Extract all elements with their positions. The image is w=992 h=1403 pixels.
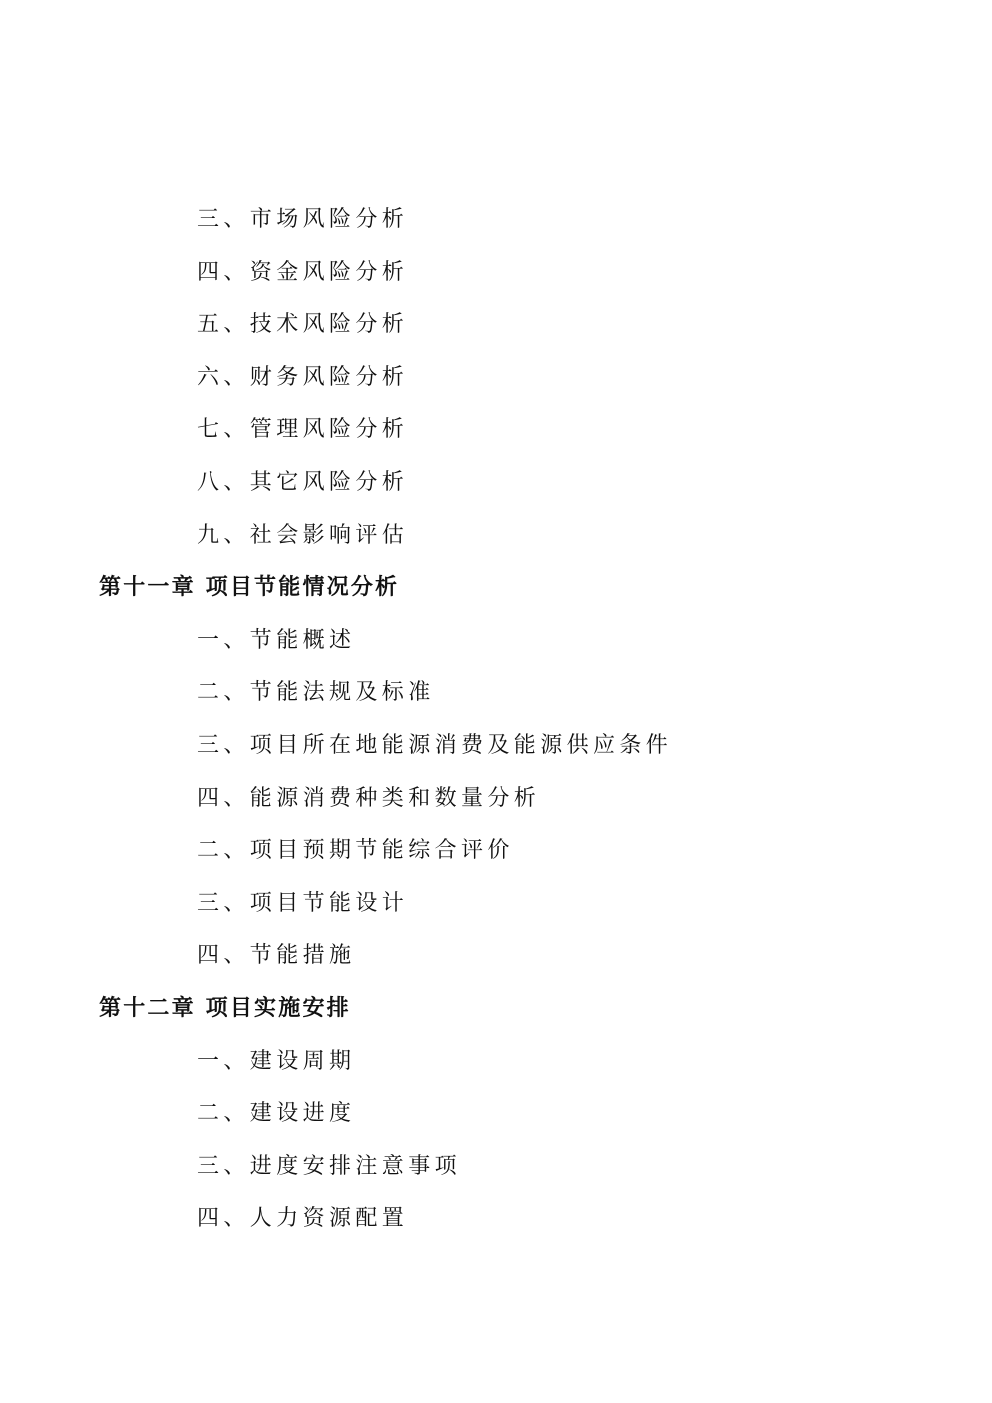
toc-item[interactable]: 一、建设周期 (197, 1048, 356, 1074)
table-of-contents (0, 194, 992, 1246)
toc-item[interactable]: 一、节能概述 (197, 627, 356, 653)
toc-item[interactable]: 二、建设进度 (197, 1101, 356, 1127)
toc-item[interactable]: 六、财务风险分析 (197, 364, 409, 390)
toc-item[interactable]: 二、项目预期节能综合评价 (197, 838, 514, 864)
toc-item[interactable]: 四、资金风险分析 (197, 259, 409, 285)
toc-item[interactable]: 二、节能法规及标准 (197, 680, 435, 706)
toc-item[interactable]: 四、人力资源配置 (197, 1206, 409, 1232)
toc-item[interactable]: 七、管理风险分析 (197, 417, 409, 443)
toc-item[interactable]: 三、市场风险分析 (197, 207, 409, 232)
toc-chapter-heading[interactable]: 第十二章 项目实施安排 (99, 995, 351, 1021)
toc-item[interactable]: 四、节能措施 (197, 943, 356, 969)
toc-item[interactable]: 三、项目节能设计 (197, 890, 409, 916)
toc-item[interactable]: 八、其它风险分析 (197, 469, 409, 495)
toc-item[interactable]: 五、技术风险分析 (197, 312, 409, 338)
toc-item[interactable]: 四、能源消费种类和数量分析 (197, 785, 541, 811)
toc-item[interactable]: 九、社会影响评估 (197, 522, 409, 548)
toc-item[interactable]: 三、项目所在地能源消费及能源供应条件 (197, 732, 673, 758)
toc-item[interactable]: 三、进度安排注意事项 (197, 1153, 462, 1179)
toc-chapter-heading[interactable]: 第十一章 项目节能情况分析 (99, 575, 400, 601)
